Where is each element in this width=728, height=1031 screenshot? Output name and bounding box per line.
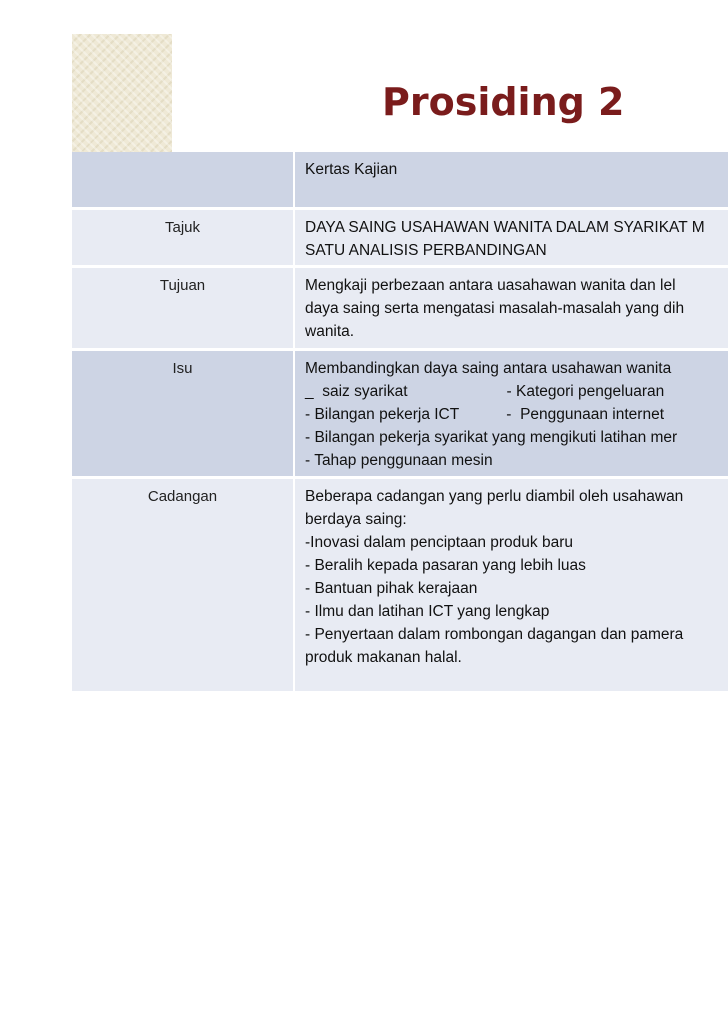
table-row [72,351,728,479]
text-line: Beberapa cadangan yang perlu diambil oleh usahawan [305,488,684,505]
row-label: Cadangan [72,479,293,691]
text-line: produk makanan halal. [305,649,462,666]
text-line: - Bilangan pekerja ICT - Penggunaan internet [305,406,665,423]
text-line: _ saiz syarikat - Kategori pengeluaran [305,383,665,400]
row-label [72,152,293,207]
row-content [293,210,728,265]
row-content [293,268,728,348]
text-line: Kertas Kajian [305,161,398,178]
slide-title: Prosiding 2 [382,80,625,124]
decorative-texture [72,34,172,152]
text-line: berdaya saing: [305,511,407,528]
row-label: Tujuan [72,268,293,348]
text-line: - Beralih kepada pasaran yang lebih luas [305,557,586,574]
table-row [72,210,728,268]
row-label: Tajuk [72,210,293,265]
text-line: - Bilangan pekerja syarikat yang mengikuti latihan mer [305,429,678,446]
text-line: - Tahap penggunaan mesin [305,452,493,469]
text-line: - Penyertaan dalam rombongan dagangan dan pamera [305,626,684,643]
row-content [293,152,728,207]
row-label: Isu [72,351,293,476]
text-line: daya saing serta mengatasi masalah-masalah yang dih [305,300,685,317]
slide [72,34,728,696]
text-line: - Ilmu dan latihan ICT yang lengkap [305,603,550,620]
row-content [293,351,728,476]
text-line: SATU ANALISIS PERBANDINGAN [305,242,547,259]
text-line: -Inovasi dalam penciptaan produk baru [305,534,573,551]
table-row [72,152,728,210]
table-row [72,479,728,691]
text-line: Membandingkan daya saing antara usahawan wanita [305,360,672,377]
text-line: Mengkaji perbezaan antara uasahawan wanita dan lel [305,277,676,294]
table-row [72,268,728,351]
row-content [293,479,728,691]
text-line: wanita. [305,323,355,340]
info-table [72,152,728,691]
text-line: - Bantuan pihak kerajaan [305,580,478,597]
text-line: DAYA SAING USAHAWAN WANITA DALAM SYARIKAT M [305,219,705,236]
